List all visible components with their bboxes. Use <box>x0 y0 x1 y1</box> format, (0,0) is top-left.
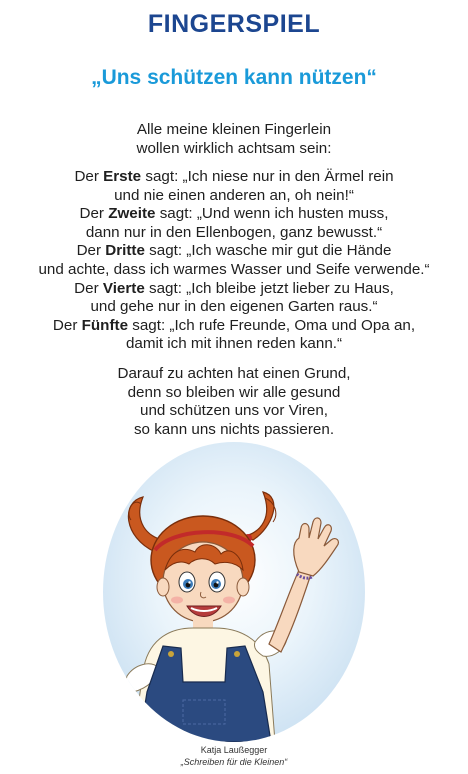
verse-text: sagt: „Ich rufe Freunde, Oma und Opa an, <box>128 316 416 334</box>
verse-line <box>0 280 468 299</box>
finger-name: Fünfte <box>81 316 129 334</box>
finger-name: Erste <box>103 168 142 185</box>
verse-line: dann nur in den Ellenbogen, ganz bewusst.“ <box>85 223 383 241</box>
verse-line <box>0 242 468 261</box>
left-ear <box>157 578 169 596</box>
verse-third <box>0 242 468 279</box>
poem-subtitle: „Uns schützen kann nützen“ <box>91 66 377 89</box>
finger-name: Dritte <box>105 242 145 260</box>
verse-text: sagt: „Ich wasche mir gut die Hände <box>144 242 392 260</box>
verse-prefix: Der <box>76 242 106 260</box>
verse-line: und achte, dass ich warmes Wasser und Seife verwende.“ <box>38 260 430 278</box>
verse-text: sagt: „Ich bleibe jetzt lieber zu Haus, <box>144 279 394 297</box>
verse-second <box>0 205 468 242</box>
left-cheek <box>171 597 183 604</box>
verse-first <box>0 168 468 205</box>
verse-text: sagt: „Und wenn ich husten muss, <box>155 205 389 223</box>
intro-line: wollen wirklich achtsam sein: <box>136 139 332 157</box>
poem-outro <box>0 365 468 439</box>
verse-fourth <box>0 280 468 317</box>
page-title: FINGERSPIEL <box>147 10 321 38</box>
intro-line: Alle meine kleinen Fingerlein <box>136 121 332 138</box>
verse-line: und gehe nur in den eigenen Garten raus.“ <box>90 298 378 316</box>
poem-verses <box>0 168 468 354</box>
verse-line <box>0 168 468 187</box>
verse-prefix: Der <box>74 279 103 297</box>
waving-girl-illustration <box>103 442 365 742</box>
poem-intro <box>0 121 468 158</box>
verse-prefix: Der <box>52 316 82 334</box>
finger-name: Zweite <box>108 205 156 223</box>
credit-source: „Schreiben für die Kleinen“ <box>180 757 288 767</box>
credit-author: Katja Laußegger <box>200 745 268 755</box>
outro-line: und schützen uns vor Viren, <box>140 402 328 420</box>
verse-line <box>0 317 468 336</box>
verse-line <box>0 205 468 224</box>
right-ear <box>237 578 249 596</box>
outro-line: denn so bleiben wir alle gesund <box>127 383 341 401</box>
right-cheek <box>223 597 235 604</box>
outro-line: Darauf zu achten hat einen Grund, <box>117 365 351 382</box>
outro-line: so kann uns nichts passieren. <box>133 420 335 438</box>
verse-line: damit ich mit ihnen reden kann.“ <box>125 335 343 353</box>
verse-line: und nie einen anderen an, oh nein!“ <box>114 186 354 204</box>
finger-name: Vierte <box>102 279 145 297</box>
verse-prefix: Der <box>74 168 104 185</box>
verse-fifth <box>0 317 468 354</box>
verse-prefix: Der <box>79 205 109 223</box>
verse-text: sagt: „Ich niese nur in den Ärmel rein <box>141 168 394 185</box>
